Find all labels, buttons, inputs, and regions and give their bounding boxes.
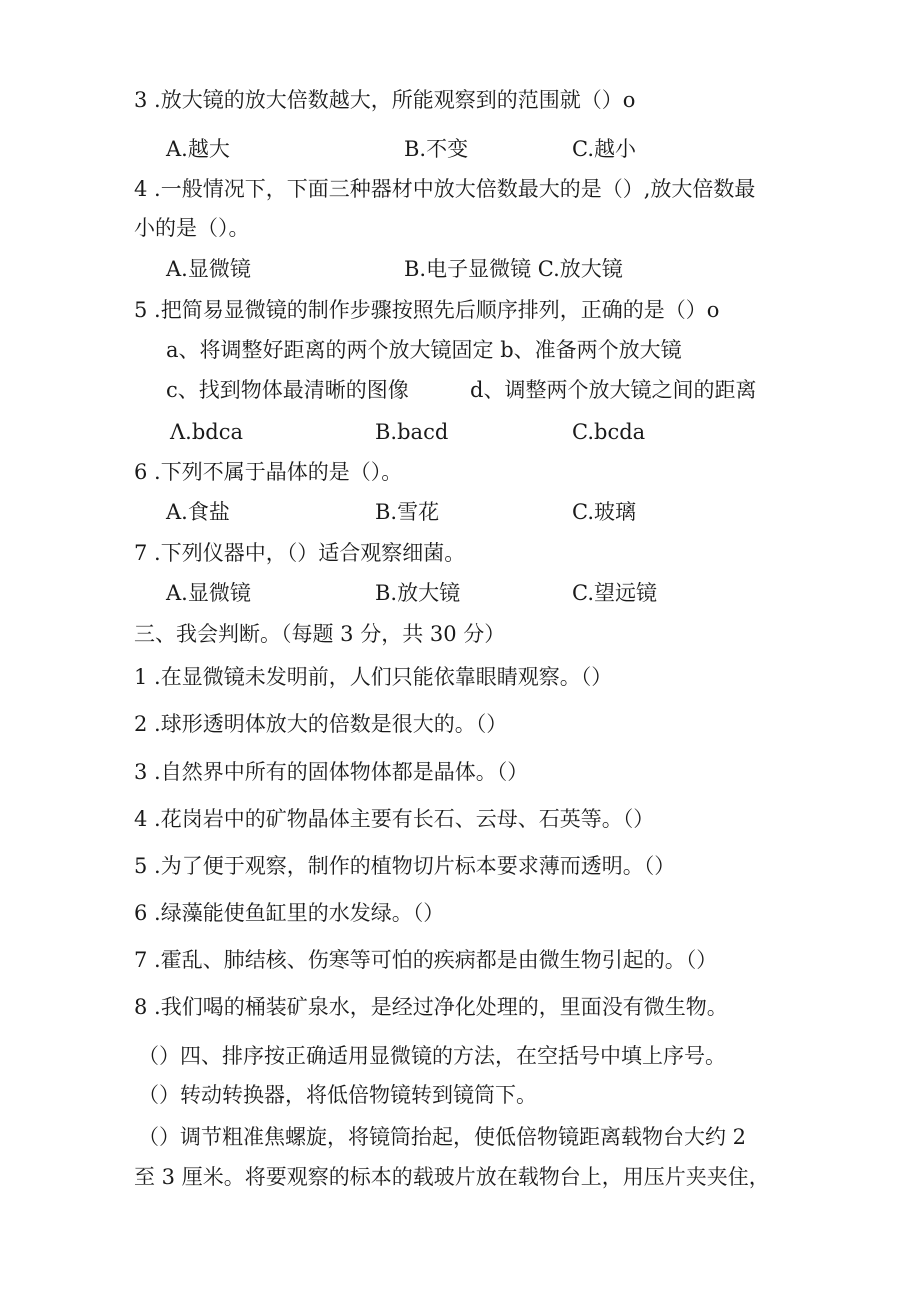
q3-stem: 3 .放大镜的放大倍数越大，所能观察到的范围就（）o — [134, 88, 636, 112]
judge-item-8: 8 .我们喝的桶装矿泉水，是经过净化处理的，里面没有微生物。 — [134, 995, 728, 1019]
judge-item-6: 6 .绿藻能使鱼缸里的水发绿。（） — [134, 901, 445, 925]
q7-stem: 7 .下列仪器中，（）适合观察细菌。 — [134, 541, 466, 565]
q4-stem-line1: 4 .一般情况下，下面三种器材中放大倍数最大的是（）,放大倍数最 — [134, 177, 756, 201]
judge-item-2: 2 .球形透明体放大的倍数是很大的。（） — [134, 712, 508, 736]
q5-step-d: d、调整两个放大镜之间的距离 — [470, 378, 757, 402]
q3-option-a: A.越大 — [166, 137, 230, 161]
q6-option-a: A.食盐 — [166, 500, 230, 524]
q7-option-a: A.显微镜 — [166, 581, 251, 605]
q3-option-c: C.越小 — [572, 137, 636, 161]
q6-option-c: C.玻璃 — [572, 500, 636, 524]
q7-option-c: C.望远镜 — [572, 581, 657, 605]
q6-stem: 6 .下列不属于晶体的是（）。 — [134, 460, 403, 484]
q7-option-b: B.放大镜 — [375, 581, 461, 605]
judge-item-3: 3 .自然界中所有的固体物体都是晶体。（） — [134, 760, 529, 784]
q4-option-bc: B.电子显微镜 C.放大镜 — [404, 257, 623, 281]
sort-item-1: （）转动转换器，将低倍物镜转到镜筒下。 — [138, 1083, 537, 1107]
judge-item-1: 1 .在显微镜未发明前，人们只能依靠眼睛观察。（） — [134, 665, 613, 689]
judge-item-5: 5 .为了便于观察，制作的植物切片标本要求薄而透明。（） — [134, 854, 676, 878]
section4-heading: （）四、排序按正确适用显微镜的方法，在空括号中填上序号。 — [138, 1044, 726, 1068]
q5-option-a: Λ.bdca — [170, 420, 244, 444]
section3-heading: 三、我会判断。（每题 3 分，共 30 分） — [134, 622, 506, 646]
q4-option-a: A.显微镜 — [166, 257, 251, 281]
q4-stem-line2: 小的是（）。 — [134, 216, 250, 240]
sort-item-2-cont: 至 3 厘米。将要观察的标本的载玻片放在载物台上，用压片夹夹住， — [134, 1165, 770, 1189]
q5-step-c: c、找到物体最清晰的图像 — [166, 378, 409, 402]
judge-item-7: 7 .霍乱、肺结核、伤寒等可怕的疾病都是由微生物引起的。（） — [134, 948, 718, 972]
q5-option-b: B.bacd — [375, 420, 449, 444]
q5-stem: 5 .把简易显微镜的制作步骤按照先后顺序排列，正确的是（）o — [134, 298, 720, 322]
q5-step-a-b: a、将调整好距离的两个放大镜固定 b、准备两个放大镜 — [166, 338, 682, 362]
sort-item-2: （）调节粗准焦螺旋，将镜筒抬起，使低倍物镜距离载物台大约 2 — [138, 1125, 747, 1149]
q5-option-c: C.bcda — [572, 420, 646, 444]
judge-item-4: 4 .花岗岩中的矿物晶体主要有长石、云母、石英等。（） — [134, 807, 655, 831]
q3-option-b: B.不变 — [404, 137, 469, 161]
q6-option-b: B.雪花 — [375, 500, 440, 524]
